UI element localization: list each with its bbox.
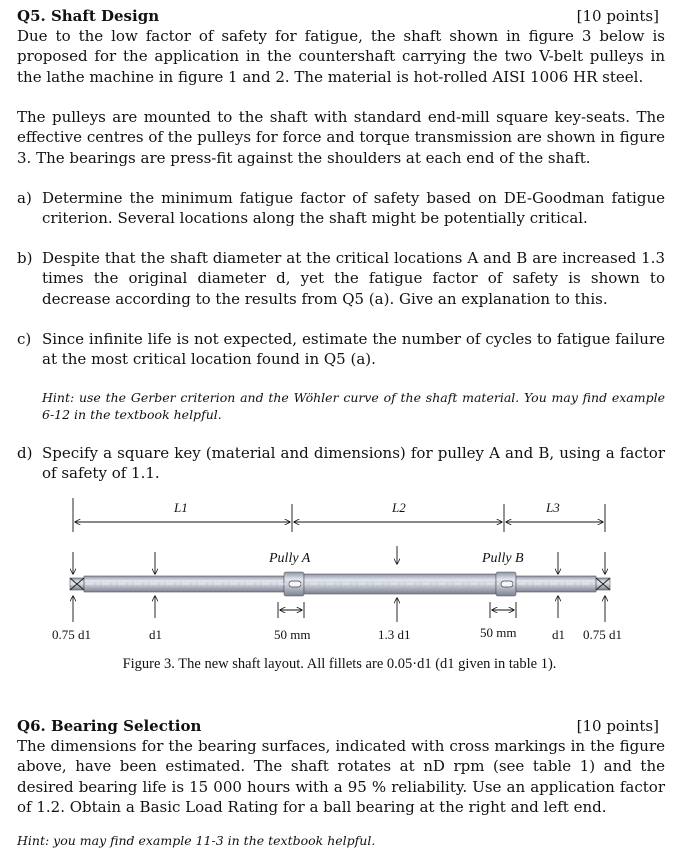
item-label: b)	[17, 249, 33, 267]
label-075-d1-left: 0.75 d1	[52, 627, 91, 642]
label-pully-b: Pully B	[482, 551, 524, 566]
q5-item-b	[17, 248, 665, 309]
q6-title: Q6. Bearing Selection	[17, 717, 202, 735]
q5-item-a	[17, 188, 665, 229]
q5-item-d	[17, 443, 665, 484]
label-50mm-b: 50 mm	[480, 625, 517, 640]
shaft-figure	[40, 494, 660, 644]
label-d1-left: d1	[149, 627, 162, 642]
label-d1-right: d1	[552, 627, 565, 642]
q5-header	[17, 6, 659, 26]
q6-points: [10 points]	[576, 717, 659, 735]
shaft-body	[70, 572, 610, 596]
q6-header	[17, 716, 659, 736]
item-text: Determine the minimum fatigue factor of safety based on DE-Goodman fatigue criterion. Several locations along the shaft might be potentially critical.	[42, 189, 665, 228]
item-text: Specify a square key (material and dimensions) for pulley A and B, using a factor of safety of 1.1.	[42, 444, 665, 483]
shaft-drawing	[40, 494, 660, 644]
label-pully-a: Pully A	[269, 551, 311, 566]
dimension-lines	[73, 498, 605, 532]
q6-hint: Hint: you may find example 11-3 in the textbook helpful.	[17, 833, 376, 848]
q6-text: The dimensions for the bearing surfaces, indicated with cross markings in the figure above, have been estimated. The shaft rotates at nD rpm (see table 1) and the desired bearing life is 15 000 hours with a 95 % reliability. Use an application factor of 1.2. Obtain a Basic Load Rating for a ball bearing at the right and left end.	[17, 737, 665, 816]
down-arrows	[73, 546, 605, 574]
q5-points: [10 points]	[576, 7, 659, 25]
item-text: Since infinite life is not expected, estimate the number of cycles to fatigue failure at the most critical location found in Q5 (a).	[42, 330, 665, 369]
figure-caption: Figure 3. The new shaft layout. All fillets are 0.05·d1 (d1 given in table 1).	[122, 656, 557, 672]
label-50mm-a: 50 mm	[274, 627, 311, 642]
item-text: Despite that the shaft diameter at the critical locations A and B are increased 1.3 times the original diameter d, yet the fatigue factor of safety is shown to decrease according to the results from Q5 (a). Give an explanation to this.	[42, 249, 665, 308]
up-arrows	[73, 596, 605, 622]
label-l2: L2	[392, 500, 406, 515]
q5-paragraph-2: The pulleys are mounted to the shaft with standard end-mill square key-seats. The effective centres of the pulleys for force and torque transmission are shown in figure 3. The bearings are press-fit against the shoulders at each end of the shaft.	[17, 108, 665, 167]
item-label: c)	[17, 330, 32, 348]
item-label: d)	[17, 444, 33, 462]
label-13-d1: 1.3 d1	[378, 627, 411, 642]
q5-hint: Hint: use the Gerber criterion and the Wöhler curve of the shaft material. You may find example 6-12 in the textbook helpful.	[42, 390, 665, 422]
label-l3: L3	[546, 500, 560, 515]
q5-title: Q5. Shaft Design	[17, 7, 160, 25]
label-l1: L1	[174, 500, 188, 515]
q5-intro: Due to the low factor of safety for fatigue, the shaft shown in figure 3 below is proposed for the application in the countershaft carrying the two V-belt pulleys in the lathe machine in figure 1 and 2. The material is hot-rolled AISI 1006 HR steel.	[17, 27, 665, 86]
label-075-d1-right: 0.75 d1	[583, 627, 622, 642]
q5-item-c	[17, 329, 665, 370]
item-label: a)	[17, 189, 32, 207]
